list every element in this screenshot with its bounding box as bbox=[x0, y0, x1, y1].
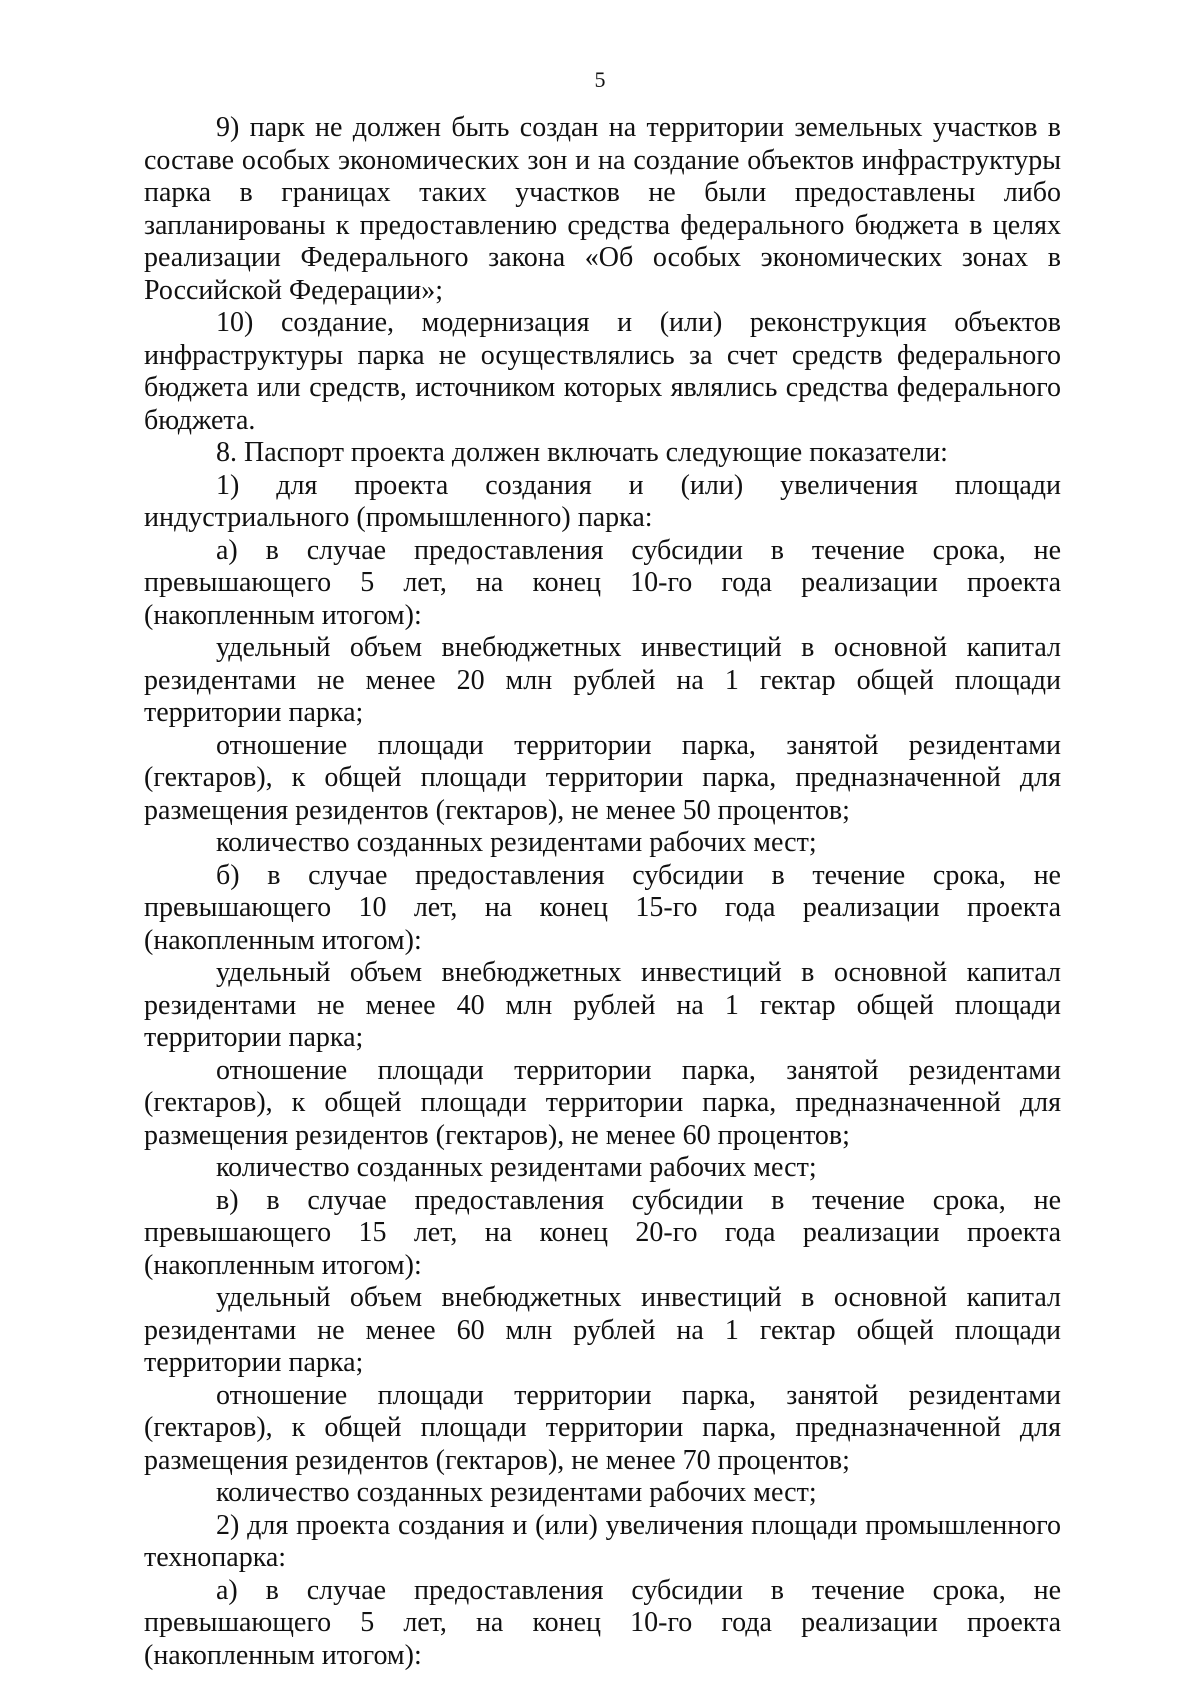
paragraph-subclause-2: 2) для проекта создания и (или) увеличения площади промышленного технопарка: bbox=[144, 1509, 1061, 1573]
paragraph-case-a: а) в случае предоставления субсидии в течение срока, не превышающего 5 лет, на конец 10-го года реализации проекта (накопленным итогом): bbox=[144, 534, 1061, 631]
paragraph-indicator: количество созданных резидентами рабочих мест; bbox=[216, 1152, 817, 1183]
paragraph-case-v: в) в случае предоставления субсидии в течение срока, не превышающего 15 лет, на конец 20-го года реализации проекта (накопленным итогом): bbox=[144, 1184, 1061, 1281]
paragraph-subclause-1: 1) для проекта создания и (или) увеличения площади индустриального (промышленного) парка: bbox=[144, 469, 1061, 533]
paragraph-case-b: б) в случае предоставления субсидии в течение срока, не превышающего 10 лет, на конец 15-го года реализации проекта (накопленным итогом): bbox=[144, 859, 1061, 956]
paragraph-indicator: отношение площади территории парка, занятой резидентами (гектаров), к общей площади территории парка, предназначенной для размещения резидентов (гектаров), не менее 50 процентов; bbox=[144, 729, 1061, 826]
paragraph-indicator: отношение площади территории парка, занятой резидентами (гектаров), к общей площади территории парка, предназначенной для размещения резидентов (гектаров), не менее 60 процентов; bbox=[144, 1054, 1061, 1151]
paragraph-indicator: количество созданных резидентами рабочих мест; bbox=[216, 827, 817, 858]
paragraph-case-a: а) в случае предоставления субсидии в течение срока, не превышающего 5 лет, на конец 10-го года реализации проекта (накопленным итогом): bbox=[144, 1574, 1061, 1671]
paragraph-indicator: отношение площади территории парка, занятой резидентами (гектаров), к общей площади территории парка, предназначенной для размещения резидентов (гектаров), не менее 70 процентов; bbox=[144, 1379, 1061, 1476]
document-body bbox=[144, 112, 1061, 1672]
paragraph-item-10: 10) создание, модернизация и (или) реконструкция объектов инфраструктуры парка не осуществлялись за счет средств федерального бюджета или средств, источником которых являлись средства федерального бюджета. bbox=[144, 307, 1061, 436]
paragraph-indicator: удельный объем внебюджетных инвестиций в основной капитал резидентами не менее 20 млн рублей на 1 гектар общей площади территории парка; bbox=[144, 632, 1061, 728]
paragraph-indicator: удельный объем внебюджетных инвестиций в основной капитал резидентами не менее 40 млн рублей на 1 гектар общей площади территории парка; bbox=[144, 957, 1061, 1053]
paragraph-indicator: удельный объем внебюджетных инвестиций в основной капитал резидентами не менее 60 млн рублей на 1 гектар общей площади территории парка; bbox=[144, 1282, 1061, 1378]
paragraph-item-9: 9) парк не должен быть создан на территории земельных участков в составе особых экономических зон и на создание объектов инфраструктуры парка в границах таких участков не были предоставлены либо запланированы к предоставлению средства федерального бюджета в целях реализации Федерального закона «Об особых экономических зонах в Российской Федерации»; bbox=[144, 112, 1061, 306]
paragraph-clause-8: 8. Паспорт проекта должен включать следующие показатели: bbox=[216, 437, 948, 468]
paragraph-indicator: количество созданных резидентами рабочих мест; bbox=[216, 1477, 817, 1508]
page-number: 5 bbox=[594, 67, 606, 92]
